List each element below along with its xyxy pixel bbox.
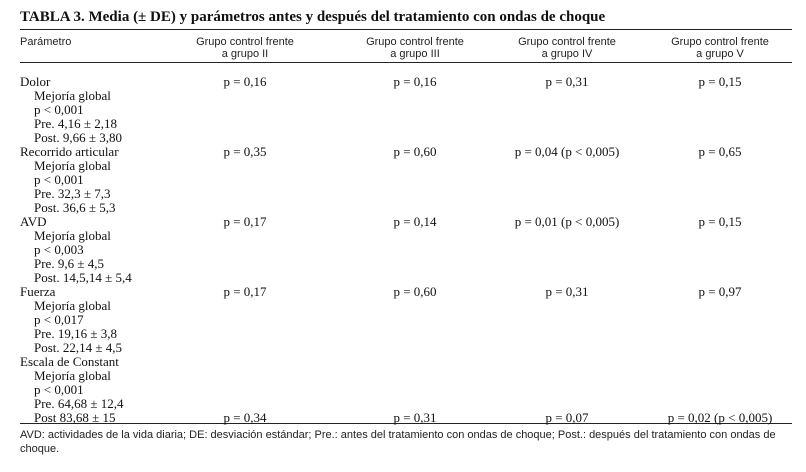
cell-value: p = 0,60 <box>393 144 437 159</box>
row-sub-line: Post. 22,14 ± 4,5 <box>34 340 123 355</box>
cell-value: p = 0,97 <box>698 284 742 299</box>
row-label: Recorrido articular <box>20 144 119 159</box>
row-sub-line: Post. 9,66 ± 3,80 <box>34 130 123 145</box>
row-sub-line: p < 0,003 <box>34 242 84 257</box>
cell-value: p = 0,14 <box>393 214 437 229</box>
row-param-constant <box>20 355 190 425</box>
cell-value: p = 0,31 <box>393 410 437 425</box>
row-label: Fuerza <box>20 284 56 299</box>
header-grupo-iv <box>492 36 642 60</box>
row-sub-line: Mejoría global <box>34 368 111 383</box>
row-param-dolor <box>20 75 190 145</box>
cell-value: p = 0,15 <box>698 214 742 229</box>
cell-value: p = 0,17 <box>223 284 267 299</box>
table-footnote: AVD: actividades de la vida diaria; DE: desviación estándar; Pre.: antes del tratamiento con ondas de choque; Post.: después del tratamiento con ondas de choque. <box>20 429 776 455</box>
row-sub-line: Post. 14,5,14 ± 5,4 <box>34 270 132 285</box>
cell-value: p = 0,15 <box>698 74 742 89</box>
header-grupo-ii-line1: Grupo control frente <box>196 36 294 48</box>
row-sub-line: Pre. 19,16 ± 3,8 <box>34 326 117 341</box>
table-body <box>20 63 792 423</box>
row-label: Dolor <box>20 74 51 89</box>
table-container <box>20 8 792 456</box>
row-label: AVD <box>20 214 47 229</box>
cell-value: p = 0,31 <box>545 284 589 299</box>
header-grupo-v-line2: a grupo V <box>696 48 744 60</box>
row-sub-line: p < 0,017 <box>34 312 84 327</box>
table-header <box>20 30 792 62</box>
row-param-fuerza <box>20 285 190 355</box>
cell-value: p = 0,31 <box>545 74 589 89</box>
row-sub-line: Post. 36,6 ± 5,3 <box>34 200 116 215</box>
header-grupo-iii-line1: Grupo control frente <box>366 36 464 48</box>
row-sub-line: p < 0,001 <box>34 102 84 117</box>
header-grupo-v <box>645 36 795 60</box>
cell-value: p = 0,60 <box>393 284 437 299</box>
cell-value: p = 0,16 <box>393 74 437 89</box>
row-param-avd <box>20 215 190 285</box>
row-sub-line: Mejoría global <box>34 298 111 313</box>
row-label: Escala de Constant <box>20 354 119 369</box>
row-sub-line: Pre. 9,6 ± 4,5 <box>34 256 104 271</box>
header-grupo-v-line1: Grupo control frente <box>671 36 769 48</box>
row-sub-line: Mejoría global <box>34 88 111 103</box>
row-sub-line: Pre. 4,16 ± 2,18 <box>34 116 117 131</box>
row-sub-line: Mejoría global <box>34 228 111 243</box>
cell-value: p = 0,34 <box>223 410 267 425</box>
header-grupo-iv-line2: a grupo IV <box>541 48 593 60</box>
row-param-recorrido <box>20 145 190 215</box>
header-grupo-iii-line2: a grupo III <box>390 48 440 60</box>
cell-value: p = 0,02 (p < 0,005) <box>667 410 773 425</box>
table-title: TABLA 3. Media (± DE) y parámetros antes y después del tratamiento con ondas de choque <box>20 9 606 25</box>
cell-value: p = 0,07 <box>545 410 589 425</box>
header-grupo-iii <box>340 36 490 60</box>
cell-value: p = 0,17 <box>223 214 267 229</box>
cell-value: p = 0,65 <box>698 144 742 159</box>
row-sub-line: p < 0,001 <box>34 172 84 187</box>
header-grupo-iv-line1: Grupo control frente <box>518 36 616 48</box>
row-sub-line: p < 0,001 <box>34 382 84 397</box>
header-grupo-ii <box>170 36 320 60</box>
row-sub-line: Pre. 64,68 ± 12,4 <box>34 396 124 411</box>
row-sub-line: Post 83,68 ± 15 <box>34 410 116 425</box>
cell-value: p = 0,35 <box>223 144 267 159</box>
cell-value: p = 0,16 <box>223 74 267 89</box>
cell-value: p = 0,01 (p < 0,005) <box>514 214 620 229</box>
header-grupo-ii-line2: a grupo II <box>221 48 269 60</box>
header-parametro: Parámetro <box>20 36 72 48</box>
row-sub-line: Mejoría global <box>34 158 111 173</box>
cell-value: p = 0,04 (p < 0,005) <box>514 144 620 159</box>
row-sub-line: Pre. 32,3 ± 7,3 <box>34 186 111 201</box>
